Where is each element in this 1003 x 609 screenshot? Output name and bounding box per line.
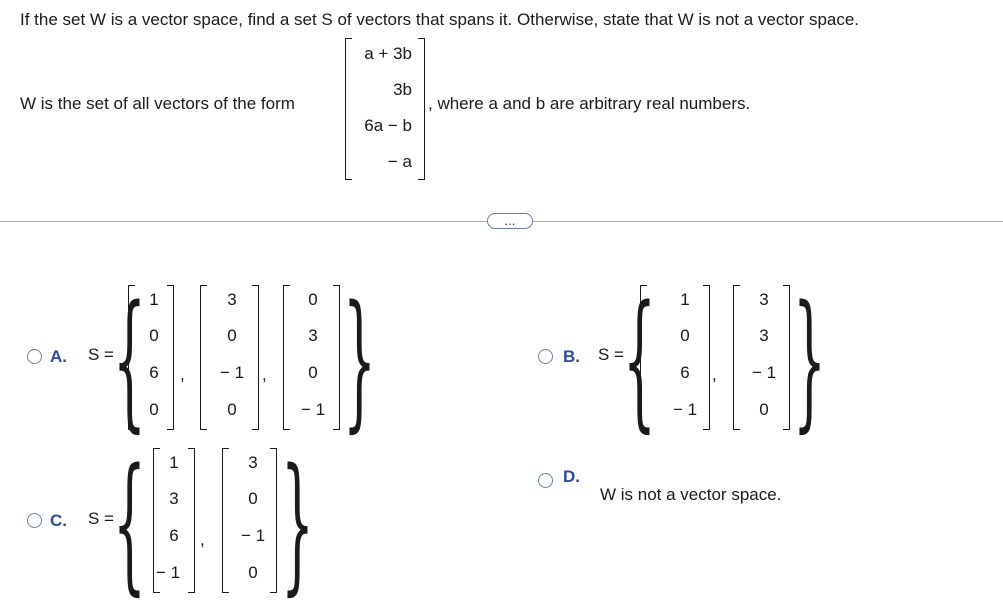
form-suffix: , where a and b are arbitrary real numbers.: [428, 94, 751, 113]
open-brace: {: [113, 437, 146, 609]
a-v3-e1: 0: [308, 290, 318, 309]
c-v2-e2: 0: [248, 489, 258, 508]
c-v2-e3: − 1: [240, 526, 266, 545]
a-v2-e4: 0: [227, 400, 237, 419]
option-d-radio[interactable]: [538, 473, 553, 488]
close-brace: }: [343, 274, 376, 446]
option-c-s-label: S =: [88, 509, 114, 528]
option-b-s-label: S =: [598, 345, 624, 364]
option-b-radio[interactable]: [538, 349, 553, 364]
form-prefix: W is the set of all vectors of the form: [20, 94, 295, 113]
option-d-text: W is not a vector space.: [600, 485, 782, 504]
more-button[interactable]: ...: [487, 213, 533, 229]
c-v1-e3: 6: [169, 526, 179, 545]
c-v1-e2: 3: [169, 489, 179, 508]
option-c-letter: C.: [50, 511, 67, 530]
b-v1-e3: 6: [680, 363, 690, 382]
b-v2-e1: 3: [759, 290, 769, 309]
option-a-s-label: S =: [88, 345, 114, 364]
close-brace: }: [281, 437, 314, 609]
a-v3-e3: 0: [308, 363, 318, 382]
a-v3-e2: 3: [308, 326, 318, 345]
open-brace: {: [113, 274, 146, 446]
a-comma-2: ,: [262, 365, 267, 384]
option-a-radio[interactable]: [27, 349, 42, 364]
a-v2-e3: − 1: [219, 363, 245, 382]
b-v1-e4: − 1: [672, 400, 698, 419]
a-v1-e2: 0: [149, 326, 159, 345]
b-v2-right-bracket: [783, 285, 790, 430]
b-comma-1: ,: [712, 365, 717, 384]
a-v1-e3: 6: [149, 363, 159, 382]
c-v1-e4: − 1: [155, 563, 181, 582]
b-v2-left-bracket: [733, 285, 740, 430]
b-v1-e2: 0: [680, 326, 690, 345]
a-v2-right-bracket: [252, 285, 259, 430]
c-v2-left-bracket: [222, 448, 229, 593]
form-entry-3: 6a − b: [364, 116, 412, 135]
option-c-radio[interactable]: [27, 513, 42, 528]
c-comma-1: ,: [200, 530, 205, 549]
right-bracket: [418, 38, 425, 180]
b-v1-e1: 1: [680, 290, 690, 309]
a-v3-right-bracket: [333, 285, 340, 430]
b-v2-e2: 3: [759, 326, 769, 345]
a-v2-e2: 0: [227, 326, 237, 345]
option-b-letter: B.: [563, 347, 580, 366]
a-v2-e1: 3: [227, 290, 237, 309]
c-v1-e1: 1: [169, 453, 179, 472]
left-bracket: [345, 38, 352, 180]
form-entry-4: − a: [387, 152, 412, 171]
open-brace: {: [623, 274, 656, 446]
form-entry-1: a + 3b: [364, 44, 412, 63]
close-brace: }: [793, 274, 826, 446]
c-v2-e1: 3: [248, 453, 258, 472]
a-v2-left-bracket: [200, 285, 207, 430]
form-entry-2: 3b: [393, 80, 412, 99]
a-v3-e4: − 1: [300, 400, 326, 419]
b-v2-e4: 0: [759, 400, 769, 419]
a-v1-e4: 0: [149, 400, 159, 419]
a-v3-left-bracket: [283, 285, 290, 430]
option-a-letter: A.: [50, 347, 67, 366]
a-comma-1: ,: [180, 365, 185, 384]
b-v2-e3: − 1: [751, 363, 777, 382]
question-text: If the set W is a vector space, find a set S of vectors that spans it. Otherwise, state that W is not a vector space.: [20, 10, 860, 29]
c-v2-e4: 0: [248, 563, 258, 582]
option-d-letter: D.: [563, 467, 580, 486]
a-v1-e1: 1: [149, 290, 159, 309]
b-v1-left-bracket: [640, 285, 647, 430]
